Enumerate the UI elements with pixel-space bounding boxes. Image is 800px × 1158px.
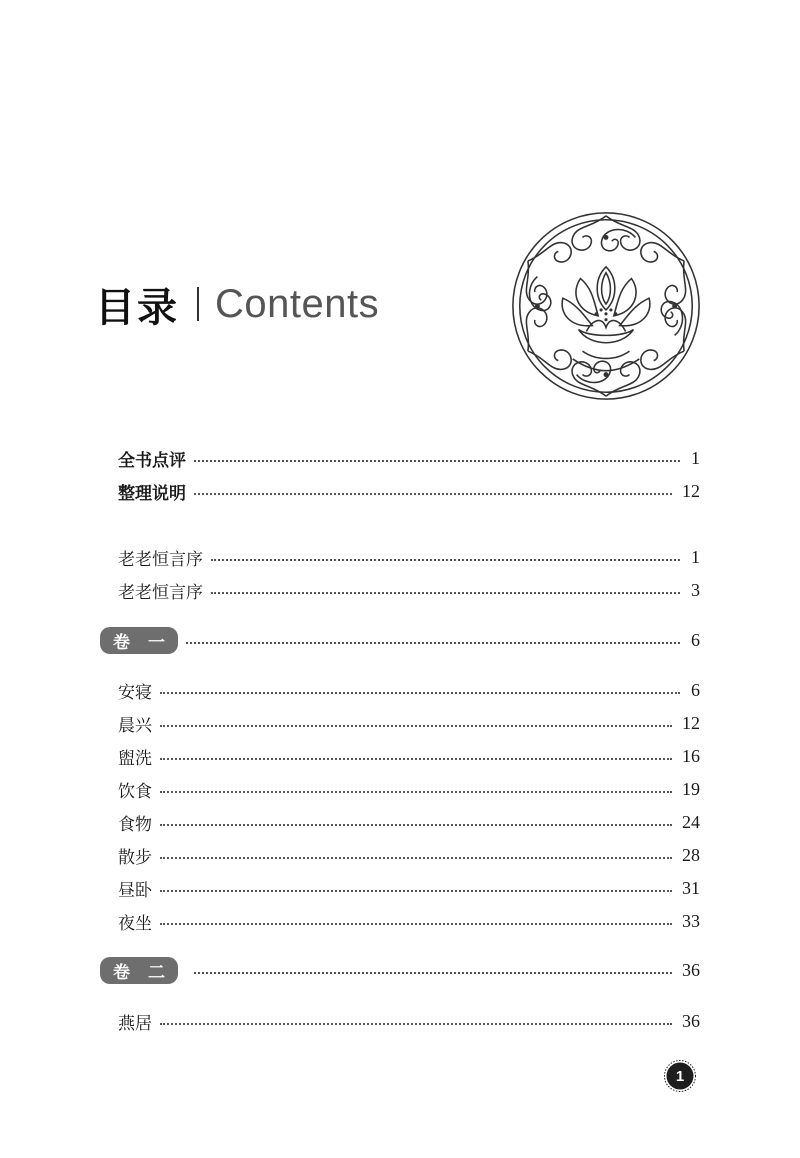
toc-entry-page: 1 (691, 447, 700, 468)
toc-entry-page: 24 (682, 811, 700, 832)
volume-badge (100, 627, 178, 654)
page-heading (95, 276, 379, 332)
toc-entry-page: 6 (691, 629, 700, 650)
lotus-medallion-icon (508, 208, 704, 404)
toc-entry[interactable] (118, 1009, 700, 1033)
toc-entry-preface-2[interactable] (118, 578, 700, 602)
toc-entry-label: 昼卧 (118, 880, 152, 901)
page-number: 1 (675, 1067, 685, 1085)
toc-entry[interactable] (118, 909, 700, 933)
toc-entry-page: 1 (691, 546, 700, 567)
volume-badge-char: 卷 (113, 962, 130, 983)
dot-leader (194, 460, 680, 462)
toc-entry-book-review[interactable] (118, 446, 700, 470)
dot-leader (160, 725, 672, 727)
toc-volume-2[interactable] (100, 958, 700, 982)
toc-entry-page: 16 (682, 745, 700, 766)
toc-entry[interactable] (118, 843, 700, 867)
toc-entry-preface-1[interactable] (118, 545, 700, 569)
toc-entry-label: 全书点评 (118, 450, 186, 471)
dot-leader (160, 791, 672, 793)
toc-entry[interactable] (118, 711, 700, 735)
toc-entry-label: 晨兴 (118, 715, 152, 736)
dot-leader (160, 758, 672, 760)
dot-leader (160, 1023, 672, 1025)
toc-entry[interactable] (118, 810, 700, 834)
toc-entry-label: 夜坐 (118, 913, 152, 934)
toc-entry-label: 老老恒言序 (118, 582, 203, 603)
dot-leader (211, 559, 680, 561)
toc-entry-page: 6 (691, 679, 700, 700)
dot-leader (160, 890, 672, 892)
toc-entry-label: 老老恒言序 (118, 549, 203, 570)
toc-entry-page: 31 (682, 877, 700, 898)
toc-entry-page: 36 (682, 1010, 700, 1031)
toc-entry-page: 33 (682, 910, 700, 931)
toc-entry-label: 整理说明 (118, 483, 186, 504)
dot-leader (160, 923, 672, 925)
toc-entry[interactable] (118, 678, 700, 702)
volume-badge-number: 二 (148, 962, 165, 983)
volume-badge (100, 957, 178, 984)
dot-leader (186, 642, 680, 644)
toc-entry[interactable] (118, 876, 700, 900)
volume-badge-char: 卷 (113, 632, 130, 653)
toc-entry-label: 盥洗 (118, 748, 152, 769)
toc-entry-editorial-notes[interactable] (118, 479, 700, 503)
toc-entry-page: 28 (682, 844, 700, 865)
heading-divider (197, 287, 199, 321)
toc-entry-page: 36 (682, 959, 700, 980)
toc-entry-label: 食物 (118, 814, 152, 835)
toc-entry-label: 安寝 (118, 682, 152, 703)
dot-leader (194, 972, 672, 974)
toc-entry-page: 19 (682, 778, 700, 799)
dot-leader (194, 493, 672, 495)
volume-badge-number: 一 (148, 632, 165, 653)
dot-leader (160, 857, 672, 859)
toc-entry[interactable] (118, 744, 700, 768)
heading-chinese: 目录 (95, 284, 179, 331)
toc-entry-label: 饮食 (118, 781, 152, 802)
heading-english: Contents (215, 281, 380, 326)
toc-entry-page: 12 (682, 480, 700, 501)
dot-leader (160, 692, 680, 694)
toc-entry-page: 12 (682, 712, 700, 733)
toc-entry-label: 燕居 (118, 1013, 152, 1034)
dot-leader (160, 824, 672, 826)
dot-leader (211, 592, 680, 594)
toc-entry[interactable] (118, 777, 700, 801)
toc-volume-1[interactable] (100, 628, 700, 652)
toc-entry-label: 散步 (118, 847, 152, 868)
toc-entry-page: 3 (691, 579, 700, 600)
